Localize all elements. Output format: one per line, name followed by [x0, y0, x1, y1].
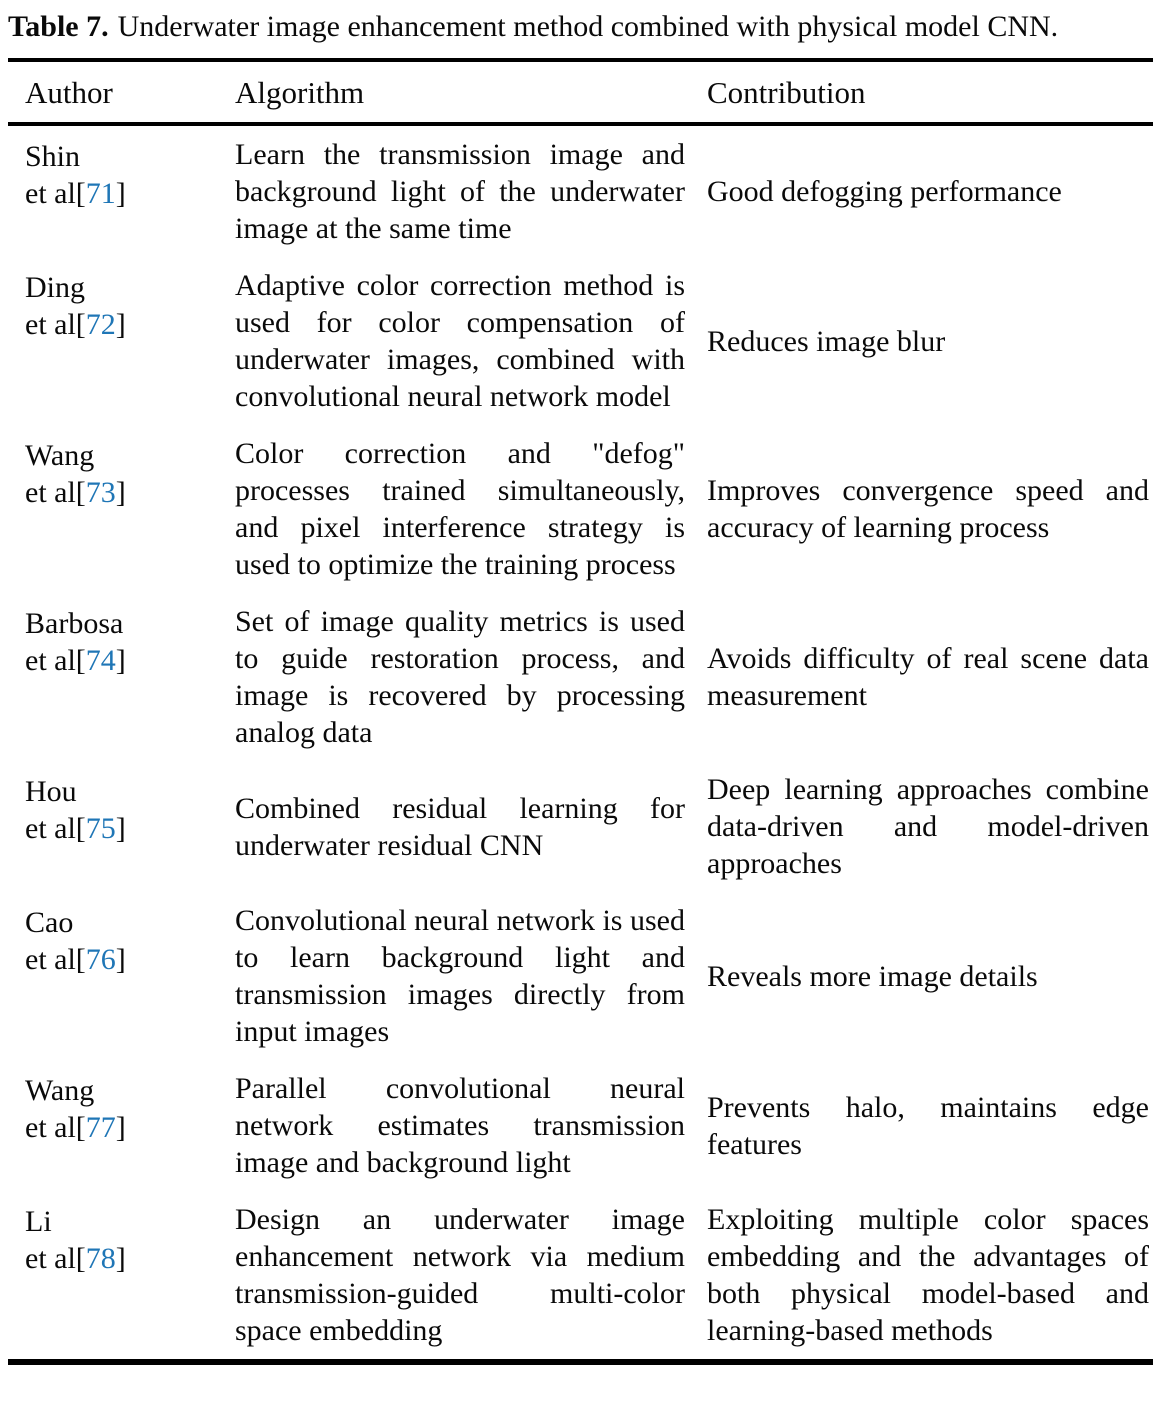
etal-prefix: et al[: [25, 476, 86, 509]
column-header-contribution: Contribution: [697, 60, 1153, 124]
column-header-algorithm: Algorithm: [235, 60, 697, 124]
author-cell: [8, 1191, 235, 1362]
author-name: Shin: [25, 140, 81, 173]
etal-suffix: ]: [115, 177, 126, 210]
table-caption-text: Underwater image enhancement method combined with physical model CNN.: [117, 10, 1059, 43]
citation-link[interactable]: 75: [85, 812, 116, 845]
author-etal: [25, 943, 126, 976]
table-row: [8, 1060, 1153, 1191]
etal-suffix: ]: [115, 943, 126, 976]
author-name: Cao: [25, 906, 74, 939]
author-name: Li: [25, 1205, 52, 1238]
table-row: [8, 761, 1153, 892]
table-7: [8, 58, 1153, 1365]
author-name: Hou: [25, 775, 77, 808]
citation-link[interactable]: 78: [85, 1242, 116, 1275]
author-cell: [8, 761, 235, 892]
table-row: [8, 593, 1153, 761]
author-name: Barbosa: [25, 607, 124, 640]
table-caption-label: Table 7.: [8, 10, 109, 43]
table-row: [8, 425, 1153, 593]
table-body: [8, 124, 1153, 1362]
author-etal: [25, 1242, 126, 1275]
citation-link[interactable]: 77: [85, 1111, 116, 1144]
citation-link[interactable]: 76: [85, 943, 116, 976]
citation-link[interactable]: 74: [85, 644, 116, 677]
contribution-cell: Exploiting multiple color spaces embedding and the advantages of both physical model-based and learning-based methods: [707, 1203, 1149, 1347]
author-cell: [8, 124, 235, 257]
author-name: Ding: [25, 271, 85, 304]
author-name: Wang: [25, 1074, 95, 1107]
contribution-cell: Avoids difficulty of real scene data measurement: [707, 642, 1149, 712]
author-etal: [25, 177, 126, 210]
etal-prefix: et al[: [25, 943, 86, 976]
citation-link[interactable]: 71: [85, 177, 116, 210]
author-name: Wang: [25, 439, 95, 472]
contribution-cell: Deep learning approaches combine data-driven and model-driven approaches: [707, 773, 1149, 880]
author-etal: [25, 644, 126, 677]
algorithm-cell: Adaptive color correction method is used for color compensation of underwater images, combined with convolutional neural network model: [235, 269, 685, 413]
author-cell: [8, 425, 235, 593]
contribution-cell: Prevents halo, maintains edge features: [707, 1090, 1149, 1161]
table-row: [8, 257, 1153, 425]
etal-prefix: et al[: [25, 308, 86, 341]
etal-prefix: et al[: [25, 644, 86, 677]
table-row: [8, 892, 1153, 1060]
author-etal: [25, 476, 126, 509]
table-row: [8, 124, 1153, 257]
etal-prefix: et al[: [25, 177, 86, 210]
algorithm-cell: Design an underwater image enhancement network via medium transmission-guided multi-color space embedding: [235, 1203, 685, 1347]
header-row: [8, 60, 1153, 124]
author-cell: [8, 593, 235, 761]
table-header: [8, 60, 1153, 124]
algorithm-cell: Color correction and "defog" processes trained simultaneously, and pixel interference strategy is used to optimize the training process: [235, 437, 685, 581]
algorithm-cell: Learn the transmission image and background light of the underwater image at the same time: [235, 138, 685, 245]
etal-suffix: ]: [115, 308, 126, 341]
algorithm-cell: Parallel convolutional neural network estimates transmission image and background light: [235, 1072, 685, 1179]
algorithm-cell: Convolutional neural network is used to learn background light and transmission images directly from input images: [235, 904, 685, 1048]
etal-prefix: et al[: [25, 1111, 86, 1144]
etal-suffix: ]: [115, 812, 126, 845]
author-cell: [8, 892, 235, 1060]
author-etal: [25, 812, 126, 845]
etal-prefix: et al[: [25, 812, 86, 845]
table-caption: [8, 8, 1153, 46]
column-header-author: Author: [8, 60, 235, 124]
etal-suffix: ]: [115, 644, 126, 677]
contribution-cell: Improves convergence speed and accuracy of learning process: [707, 474, 1149, 544]
author-etal: [25, 308, 126, 341]
author-etal: [25, 1111, 126, 1144]
table-row: [8, 1191, 1153, 1362]
etal-prefix: et al[: [25, 1242, 86, 1275]
author-cell: [8, 257, 235, 425]
contribution-cell: Good defogging performance: [707, 175, 1062, 208]
citation-link[interactable]: 72: [85, 308, 116, 341]
etal-suffix: ]: [115, 476, 126, 509]
citation-link[interactable]: 73: [85, 476, 116, 509]
etal-suffix: ]: [115, 1242, 126, 1275]
algorithm-cell: Combined residual learning for underwater residual CNN: [235, 791, 685, 862]
algorithm-cell: Set of image quality metrics is used to guide restoration process, and image is recovered by processing analog data: [235, 605, 685, 749]
contribution-cell: Reveals more image details: [707, 959, 1038, 993]
contribution-cell: Reduces image blur: [707, 324, 946, 358]
author-cell: [8, 1060, 235, 1191]
etal-suffix: ]: [115, 1111, 126, 1144]
